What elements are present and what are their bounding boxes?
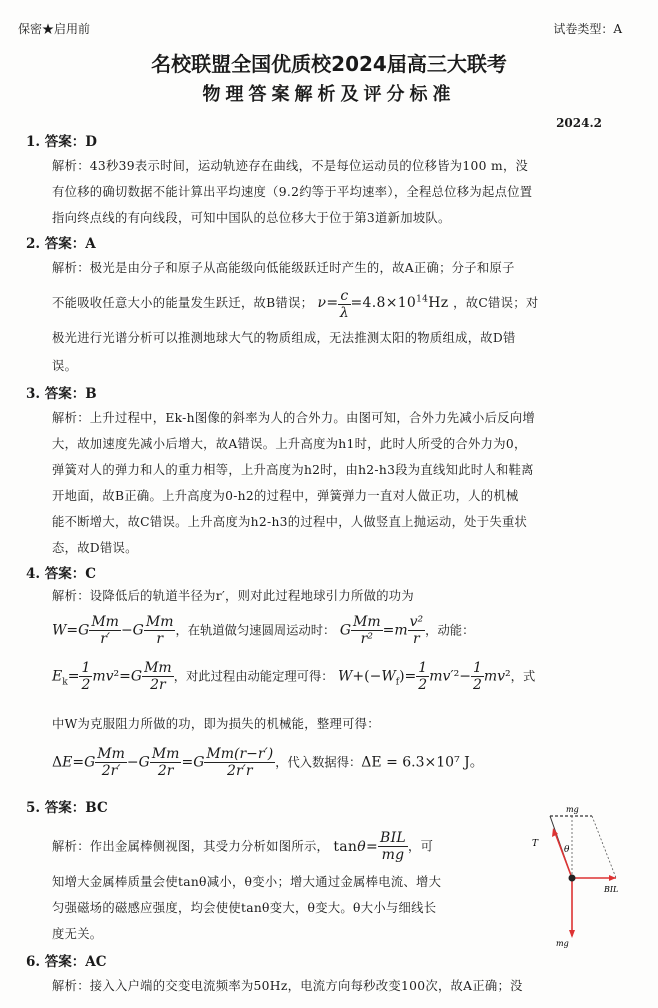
q6-answer: 6. 答案：AC (26, 954, 107, 970)
top-mg-label: mg (566, 805, 579, 814)
bil-label: BIL (604, 885, 619, 894)
q4-answer: 4. 答案：C (26, 566, 97, 582)
q3-line: 弹簧对人的弹力和人的重力相等，上升高度为h2时，由h2-h3段为直线知此时人和鞋离 (52, 463, 534, 477)
q2-line: 解析：极光是由分子和原子从高能级向低能级跃迁时产生的，故A正确；分子和原子 (52, 261, 515, 275)
q3-answer: 3. 答案：B (26, 386, 97, 402)
force-diagram (520, 800, 640, 948)
q4-energy-formula: $E_k=$ $\frac{1}{2}$ mv²=G $\frac{Mm}{2r}$ ，对此过程由动能定理可得： $W+(-W_f)=$ $\frac{1}{2}$ mv′²− $\frac{1}{2}$ mv²，式 (52, 660, 536, 693)
q5-line: 解析：作出金属棒侧视图，其受力分析如图所示， tanθ= $\frac{\text{BIL}}{mg}$ ，可 (52, 830, 434, 863)
q3-line: 能不断增大，故C错误。上升高度为h2-h3的过程中，人做竖直上抛运动，处于失重状 (52, 515, 528, 529)
theta-label: θ (564, 845, 570, 855)
q4-line: 中W为克服阻力所做的功，即为损失的机械能，整理可得： (52, 717, 380, 731)
q1-line: 解析：43秒39表示时间，运动轨迹存在曲线，不是每位运动员的位移皆为100 m，没 (52, 159, 529, 173)
q2-line: 极光进行光谱分析可以推测地球大气的物质组成，无法推测太阳的物质组成，故D错 (52, 331, 516, 345)
page-subtitle: 物理答案解析及评分标准 (202, 84, 456, 105)
resultant-dashed (592, 816, 616, 878)
rod-dot (569, 875, 576, 882)
q2-line: 误。 (52, 359, 78, 373)
bottom-mg-label: mg (556, 939, 569, 948)
paper-type-label: 试卷类型：A (553, 22, 622, 36)
mg-arrowhead (569, 930, 575, 938)
tension-label: T (532, 839, 539, 849)
page-title: 名校联盟全国优质校2024届高三大联考 (151, 52, 507, 76)
q2-frequency-formula: ν= $\frac{c}{\lambda}$ $=4.8\times 10^{14}Hz$ (317, 288, 454, 321)
q5-line: 度无关。 (52, 927, 103, 941)
q3-line: 大，故加速度先减小后增大，故A错误。上升高度为h1时，此时人所受的合外力为0， (52, 437, 527, 451)
q5-line: 知增大金属棒质量会使tanθ减小，θ变小；增大通过金属棒电流、增大 (52, 875, 442, 889)
q2-line: 不能吸收任意大小的能量发生跃迁，故B错误； ν= $\frac{c}{\lambda}$ $=4.8\times 10^{14}Hz$ ，故C错误；对 (52, 288, 539, 321)
q4-line: 解析：设降低后的轨道半径为r′，则对此过程地球引力所做的功为 (52, 589, 414, 603)
q2-answer: 2. 答案：A (26, 236, 96, 252)
q4-delta-formula: ΔE=G $\frac{Mm}{2r'}$ −G $\frac{Mm}{2r}$ =G $\frac{Mm(r-r')}{2r'r}$ ，代入数据得：ΔE = 6.3×10⁷ J。 (52, 746, 484, 779)
q1-line: 有位移的确切数据不能计算出平均速度（9.2约等于平均速率），全程总位移为起点位置 (52, 185, 533, 199)
q4-work-formula: W=G $\frac{Mm}{r'}$ −G $\frac{Mm}{r}$ ，在轨道做匀速圆周运动时： G $\frac{Mm}{\text{r²}}$ =m $\frac{\text{v²}}{r}$ ，动能： (52, 614, 475, 647)
confidential-label: 保密★启用前 (18, 22, 91, 36)
q3-line: 态，故D错误。 (52, 541, 138, 555)
q5-line: 匀强磁场的磁感应强度，均会使使tanθ变大，θ变大。θ大小与细线长 (52, 901, 437, 915)
q3-line: 开地面，故B正确。上升高度为0-h2的过程中，弹簧弹力一直对人做正功，人的机械 (52, 489, 519, 503)
q6-line: 解析：接入入户端的交变电流频率为50Hz，电流方向每秒改变100次，故A正确；没 (52, 979, 523, 993)
q3-line: 解析：上升过程中，Ek-h图像的斜率为人的合外力。由图可知，合外力先减小后反向增 (52, 411, 535, 425)
q1-answer: 1. 答案：D (26, 134, 98, 150)
q1-line: 指向终点线的有向线段，可知中国队的总位移大于位于第3道新加坡队。 (52, 211, 451, 225)
q5-answer: 5. 答案：BC (26, 800, 108, 816)
date-label: 2024.2 (556, 116, 602, 130)
